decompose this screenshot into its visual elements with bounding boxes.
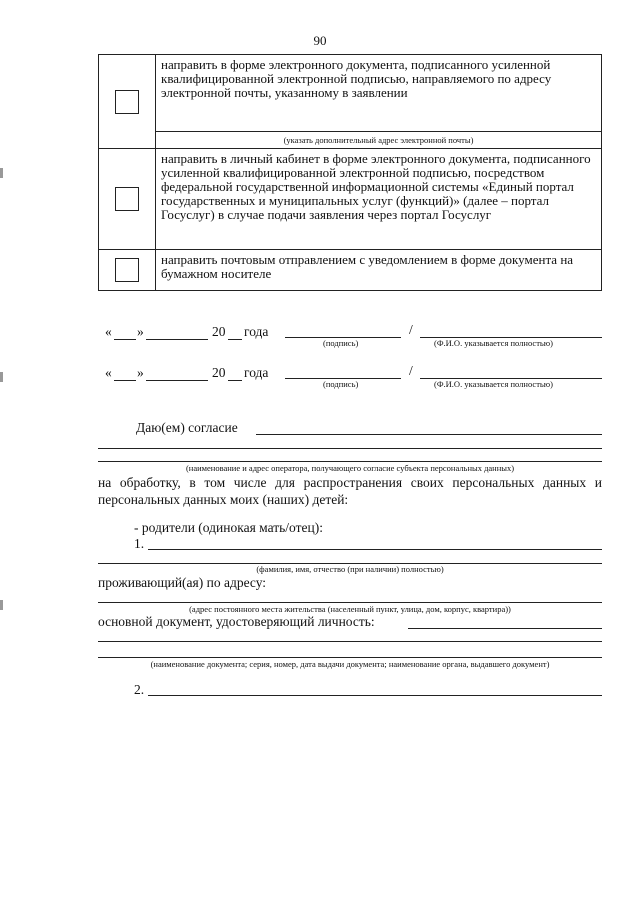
option-post-cell — [99, 250, 156, 291]
month-field[interactable] — [146, 339, 208, 340]
document-hint: (наименование документа; серия, номер, дата выдачи документа; наименование органа, выдавшего документ) — [150, 659, 550, 669]
day-field[interactable] — [114, 380, 136, 381]
address-field[interactable] — [98, 602, 602, 603]
fio-hint: (фамилия, имя, отчество (при наличии) полностью) — [256, 564, 444, 574]
parent-1-name-field[interactable] — [148, 549, 602, 550]
operator-field-line-3[interactable] — [98, 461, 602, 462]
option-portal-cell — [99, 149, 156, 250]
address-hint: (адрес постоянного места жительства (населенный пункт, улица, дом, корпус, квартира)) — [189, 604, 511, 614]
option-email-cell — [99, 55, 156, 149]
option-email-text-cell — [156, 55, 602, 132]
scan-mark — [0, 372, 3, 382]
option-portal-text-cell — [156, 149, 602, 250]
option-row-email — [99, 55, 602, 132]
fio-label: (Ф.И.О. указывается полностью) — [434, 379, 553, 389]
day-field[interactable] — [114, 339, 136, 340]
option-row-post — [99, 250, 602, 291]
id-document-label: основной документ, удостоверяющий личность: — [98, 614, 375, 629]
signature-label: (подпись) — [323, 338, 359, 348]
date-open-quote: « — [105, 324, 112, 339]
option-post-checkbox[interactable] — [115, 258, 139, 282]
year-field[interactable] — [228, 339, 242, 340]
slash: / — [409, 363, 413, 378]
option-row-portal — [99, 149, 602, 250]
residence-label: проживающий(ая) по адресу: — [98, 575, 267, 590]
date-open-quote: « — [105, 365, 112, 380]
option-email-hint-cell — [156, 132, 602, 149]
id-document-field[interactable] — [408, 628, 602, 629]
option-post-text-cell — [156, 250, 602, 291]
option-post-text: направить почтовым отправлением с уведомлением в форме документа на бумажном носителе — [161, 252, 574, 281]
date-close-quote: » — [137, 324, 144, 339]
consent-label: Даю(ем) согласие — [136, 420, 238, 435]
operator-field[interactable] — [256, 434, 602, 435]
fio-label: (Ф.И.О. указывается полностью) — [434, 338, 553, 348]
parents-label: - родители (одинокая мать/отец): — [134, 520, 323, 535]
parent-2-name-field[interactable] — [148, 695, 602, 696]
date-close-quote: » — [137, 365, 144, 380]
delivery-options-table — [98, 54, 602, 291]
option-portal-checkbox[interactable] — [115, 187, 139, 211]
item-1-number: 1. — [134, 536, 145, 551]
email-address-hint: (указать дополнительный адрес электронной почты) — [283, 135, 474, 145]
year-prefix: 20 — [212, 365, 226, 380]
signature-label: (подпись) — [323, 379, 359, 389]
slash: / — [409, 322, 413, 337]
year-suffix: года — [244, 324, 269, 339]
item-2-number: 2. — [134, 682, 145, 697]
processing-text: на обработку, в том числе для распространения своих персональных данных и персональных данных моих (наших) детей: — [98, 475, 602, 507]
operator-field-line-2[interactable] — [98, 448, 602, 449]
id-document-field-line-3[interactable] — [98, 657, 602, 658]
operator-hint: (наименование и адрес оператора, получающего согласие субъекта персональных данных) — [185, 463, 515, 473]
option-email-checkbox[interactable] — [115, 90, 139, 114]
option-portal-text: направить в личный кабинет в форме электронного документа, подписанного усиленной квалифицированной электронной подписью, посредством федеральной государственной информационной системы «Единый портал государственных и муниципальных услуг (функций)» (далее – портал Госуслуг) в случае подачи заявления через портал Госуслуг — [161, 151, 591, 222]
year-field[interactable] — [228, 380, 242, 381]
id-document-field-line-2[interactable] — [98, 641, 602, 642]
year-suffix: года — [244, 365, 269, 380]
scan-mark — [0, 600, 3, 610]
month-field[interactable] — [146, 380, 208, 381]
scan-mark — [0, 168, 3, 178]
option-email-text: направить в форме электронного документа, подписанного усиленной квалифицированной электронной подписью, направляемого по адресу электронной почты, указанному в заявлении — [161, 57, 552, 100]
page-number: 90 — [313, 33, 327, 48]
year-prefix: 20 — [212, 324, 226, 339]
